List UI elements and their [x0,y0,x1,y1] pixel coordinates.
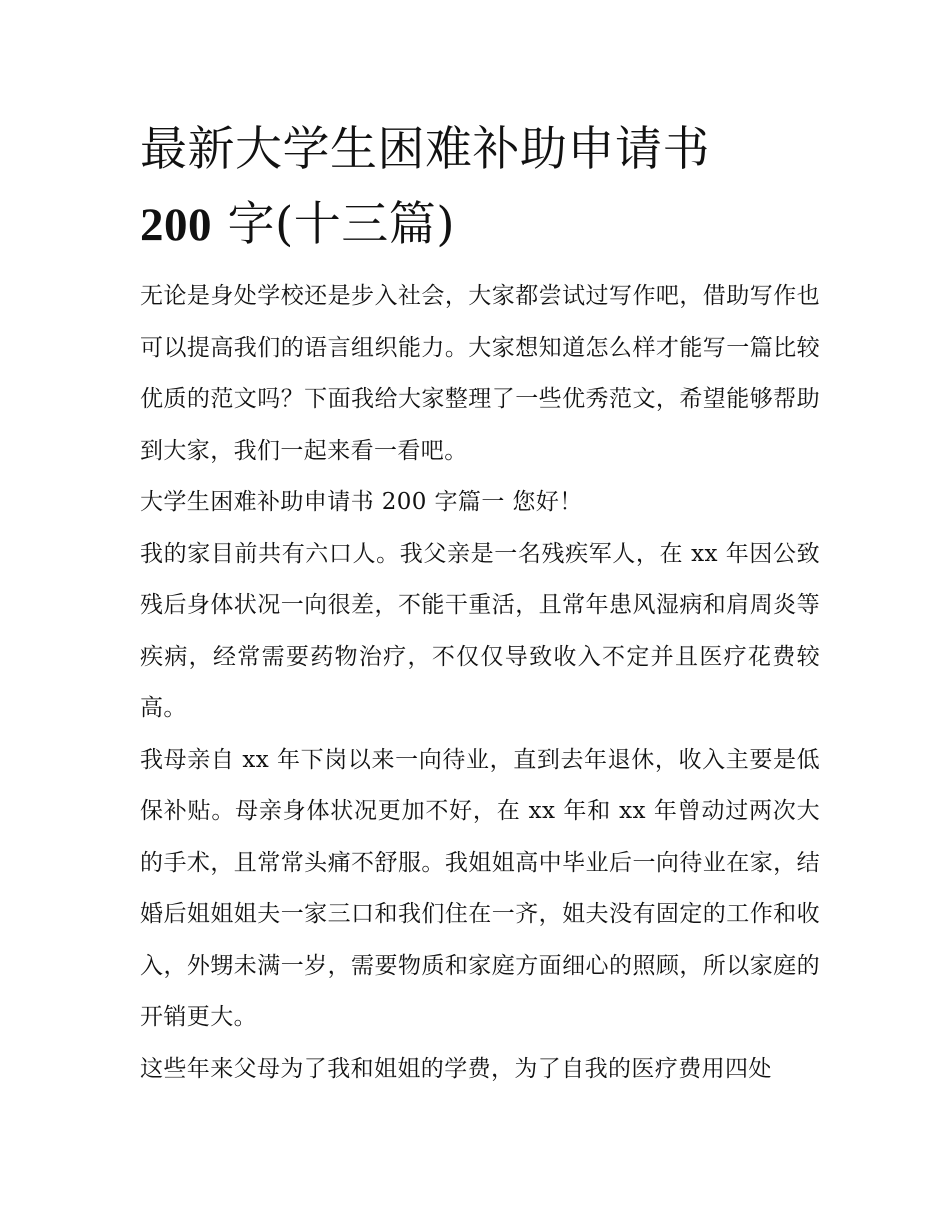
paragraph-mother: 我母亲自 xx 年下岗以来一向待业，直到去年退休，收入主要是低保补贴。母亲身体状况更加不好，在 xx 年和 xx 年曾动过两次大的手术，且常常头痛不舒服。我姐姐高中毕业后一向待业在家，结婚后姐姐姐夫一家三口和我们住在一齐，姐夫没有固定的工作和收入，外甥未满一岁，需要物质和家庭方面细心的照顾，所以家庭的开销更大。 [140,746,820,1030]
paragraph-section-heading: 大学生困难补助申请书 200 字篇一 您好！ [140,489,583,515]
title-number: 200 [140,199,212,251]
paragraph-father: 我的家目前共有六口人。我父亲是一名残疾军人，在 xx 年因公致残后身体状况一向很差，不能干重活，且常年患风湿病和肩周炎等疾病，经常需要药物治疗，不仅仅导致收入不定并且医疗花费较高。 [140,540,820,721]
document-body [140,271,820,1095]
title-line-1: 最新大学生困难补助申请书 [140,122,710,177]
title-line-2 [140,187,820,263]
paragraph-expenses: 这些年来父母为了我和姐姐的学费，为了自我的医疗费用四处 [140,1055,772,1082]
document-page [140,112,820,1095]
document-title [140,112,820,263]
paragraph-intro: 无论是身处学校还是步入社会，大家都尝试过写作吧，借助写作也可以提高我们的语言组织能力。大家想知道怎么样才能写一篇比较优质的范文吗？下面我给大家整理了一些优秀范文，希望能够帮助到大家，我们一起来看一看吧。 [140,283,820,464]
title-suffix: 字(十三篇) [212,197,456,252]
